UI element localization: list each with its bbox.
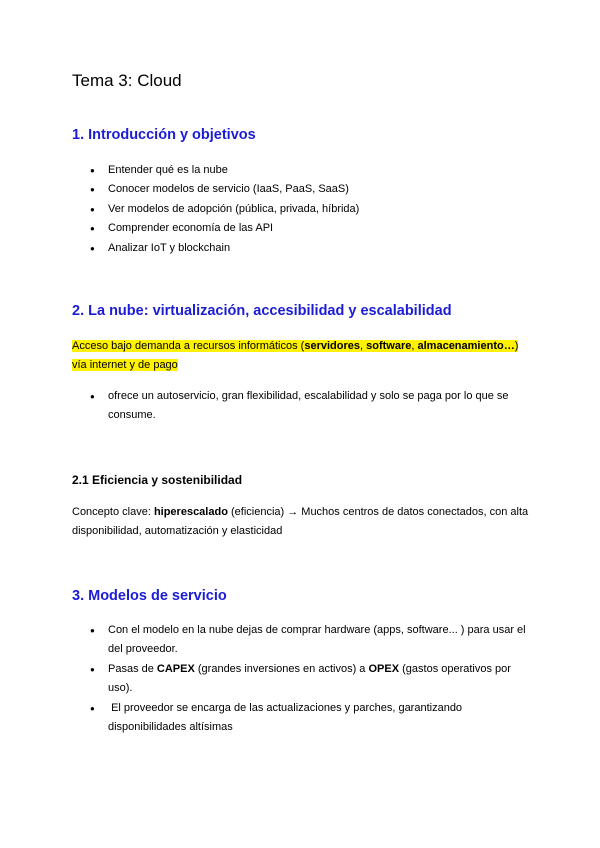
- list-item: ● El proveedor se encarga de las actualizaciones y parches, garantizando disponibilidades altísimas: [90, 699, 530, 738]
- definition-text: Acceso bajo demanda a recursos informáticos (: [72, 340, 305, 352]
- section-3-bullet-list: [90, 621, 530, 737]
- list-item: ● Con el modelo en la nube dejas de comprar hardware (apps, software... ) para usar el del proveedor.: [90, 621, 530, 660]
- list-item-text: Pasas de: [108, 662, 157, 675]
- cloud-definition-paragraph: [72, 337, 532, 375]
- list-item: ● Ver modelos de adopción (pública, privada, híbrida): [90, 200, 530, 219]
- document-title: Tema 3: Cloud: [72, 71, 182, 90]
- paragraph-text: Concepto clave:: [72, 506, 154, 518]
- keyword-software: software: [366, 340, 412, 352]
- subsection-2-1-paragraph: [72, 503, 532, 541]
- definition-text: ): [514, 340, 519, 352]
- keyword-capex: CAPEX: [156, 662, 195, 675]
- definition-text: vía internet y de pago: [72, 359, 178, 371]
- keyword-hyperscaling: hiperescalado: [153, 506, 228, 518]
- keyword-servers: servidores: [304, 340, 360, 352]
- list-item: ● ofrece un autoservicio, gran flexibilidad, escalabilidad y solo se paga por lo que se consume.: [90, 387, 530, 426]
- keyword-storage: almacenamiento…: [417, 340, 515, 352]
- list-item-text: (gastos operativos por uso).: [108, 662, 511, 695]
- section-2-bullet-list: [90, 387, 530, 426]
- separator: ,: [360, 340, 367, 352]
- list-item: [90, 660, 530, 699]
- list-item: ● Analizar IoT y blockchain: [90, 239, 530, 258]
- separator: ,: [411, 340, 418, 352]
- list-item-text: (grandes inversiones en activos) a: [194, 662, 369, 675]
- section-1-heading: 1. Introducción y objetivos: [72, 127, 256, 143]
- section-3-heading: 3. Modelos de servicio: [72, 588, 227, 604]
- section-1-bullet-list: [90, 161, 530, 258]
- section-2-heading: 2. La nube: virtualización, accesibilidad y escalabilidad: [72, 303, 452, 319]
- list-item: ● Entender qué es la nube: [90, 161, 530, 180]
- highlighted-text: [72, 340, 518, 371]
- list-item: ● Comprender economía de las API: [90, 219, 530, 238]
- subsection-2-1-heading: 2.1 Eficiencia y sostenibilidad: [72, 473, 243, 487]
- list-item: ● Conocer modelos de servicio (IaaS, PaaS, SaaS): [90, 180, 530, 199]
- paragraph-text: (eficiencia) → Muchos centros de datos conectados, con alta disponibilidad, automatización y elasticidad: [72, 506, 529, 537]
- keyword-opex: OPEX: [368, 662, 400, 675]
